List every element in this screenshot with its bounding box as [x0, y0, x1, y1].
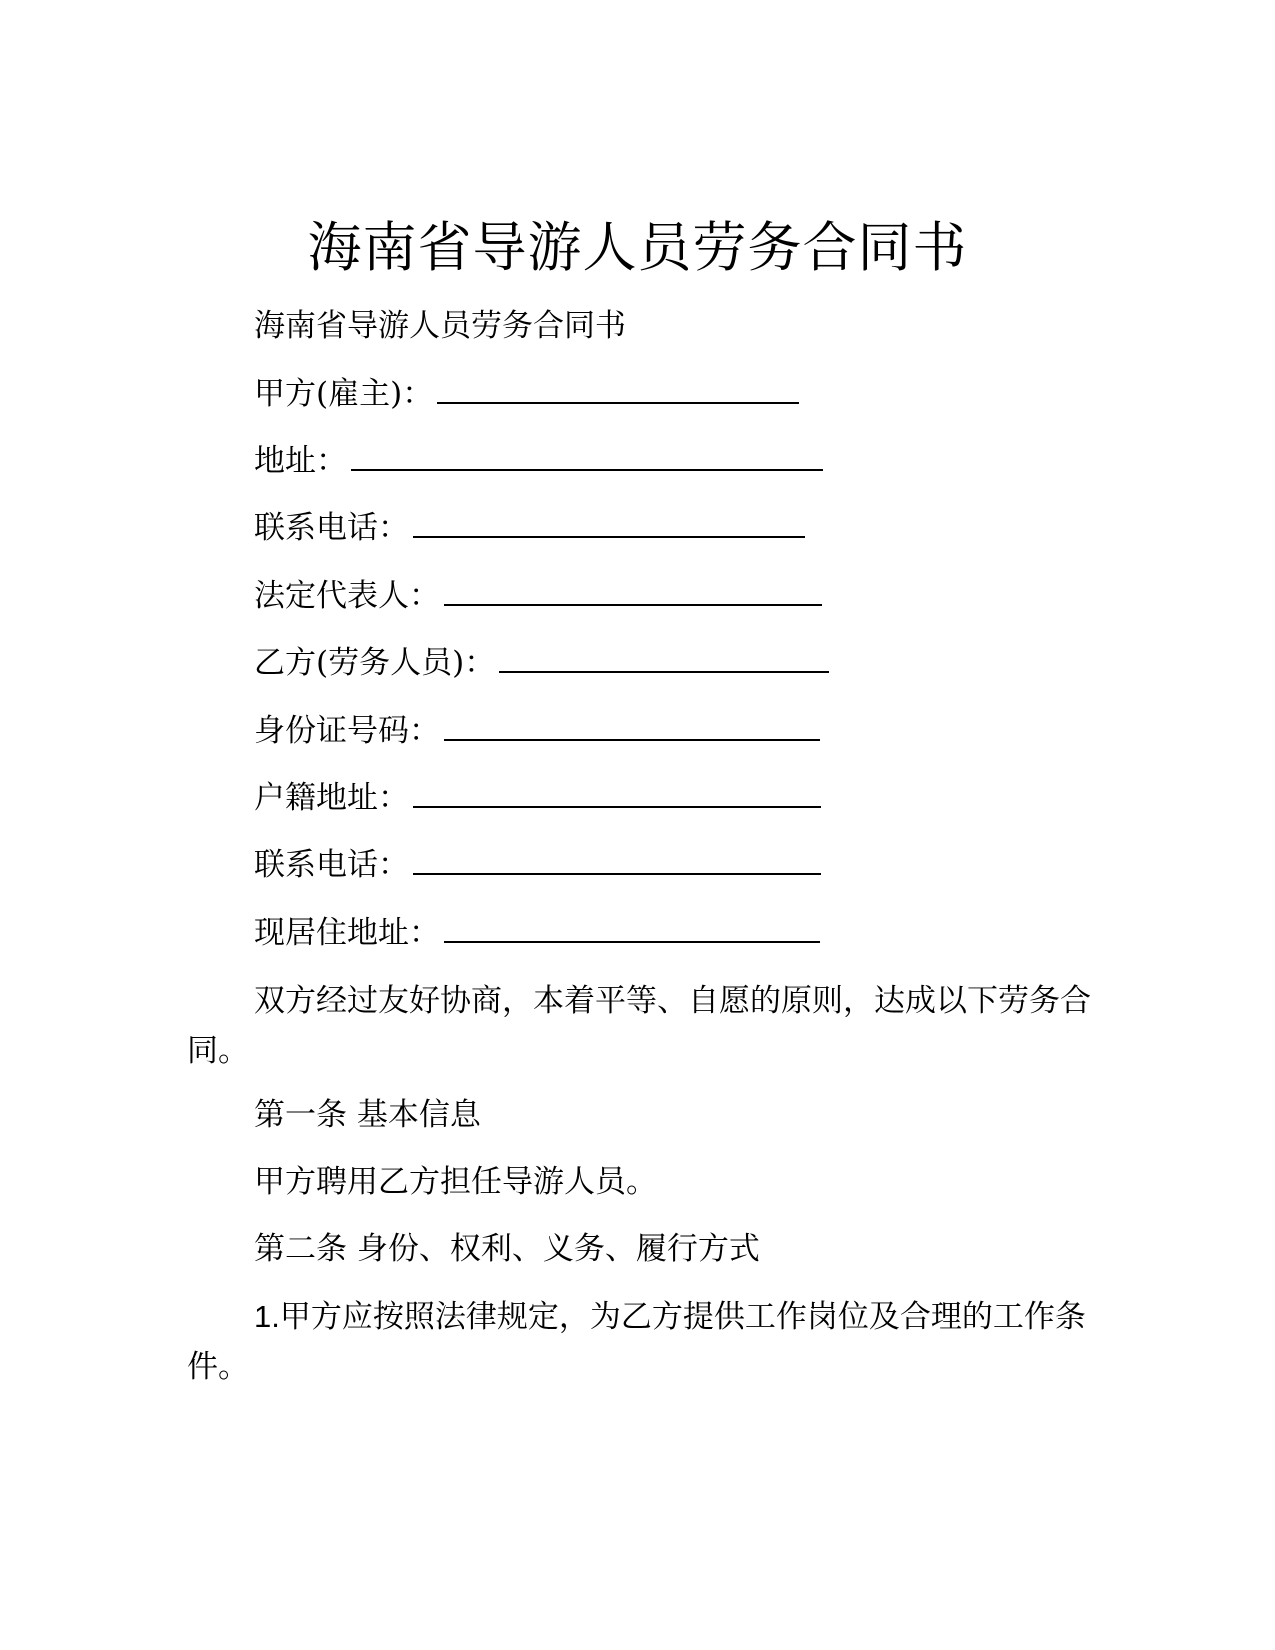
field-label: 乙方(劳务人员)： — [254, 645, 496, 681]
field-phone-a — [254, 508, 805, 548]
field-party-b — [254, 643, 829, 683]
item-text: 甲方应按照法律规定，为乙方提供工作岗位及合理的工作条件。 — [187, 1299, 1086, 1385]
document-subtitle: 海南省导游人员劳务合同书 — [254, 308, 626, 344]
field-household-address — [254, 778, 821, 818]
field-legal-representative — [254, 576, 822, 616]
fill-in-blank — [351, 441, 823, 471]
fill-in-blank — [413, 508, 805, 538]
field-label: 甲方(雇主)： — [254, 376, 434, 412]
article-2-heading: 第二条 身份、权利、义务、履行方式 — [254, 1231, 760, 1267]
article-1-heading: 第一条 基本信息 — [254, 1097, 481, 1133]
fill-in-blank — [499, 643, 829, 673]
field-current-address — [254, 913, 820, 953]
item-number: 1. — [254, 1299, 280, 1334]
fill-in-blank — [444, 576, 822, 606]
fill-in-blank — [437, 374, 799, 404]
field-id-number — [254, 711, 820, 751]
document-title: 海南省导游人员劳务合同书 — [307, 216, 968, 279]
article-2-item-1 — [187, 1292, 1092, 1392]
field-label: 联系电话： — [254, 847, 409, 883]
field-phone-b — [254, 845, 821, 885]
field-label: 户籍地址： — [254, 780, 409, 816]
intro-paragraph: 双方经过友好协商，本着平等、自愿的原则，达成以下劳务合同。 — [187, 983, 1091, 1069]
fill-in-blank — [444, 711, 820, 741]
field-party-a — [254, 374, 799, 414]
fill-in-blank — [413, 845, 821, 875]
field-address — [254, 441, 823, 481]
article-1-text: 甲方聘用乙方担任导游人员。 — [254, 1164, 657, 1200]
field-label: 地址： — [254, 443, 347, 479]
field-label: 现居住地址： — [254, 915, 440, 951]
field-label: 身份证号码： — [254, 713, 440, 749]
fill-in-blank — [444, 913, 820, 943]
fill-in-blank — [413, 778, 821, 808]
field-label: 法定代表人： — [254, 578, 440, 614]
field-label: 联系电话： — [254, 510, 409, 546]
